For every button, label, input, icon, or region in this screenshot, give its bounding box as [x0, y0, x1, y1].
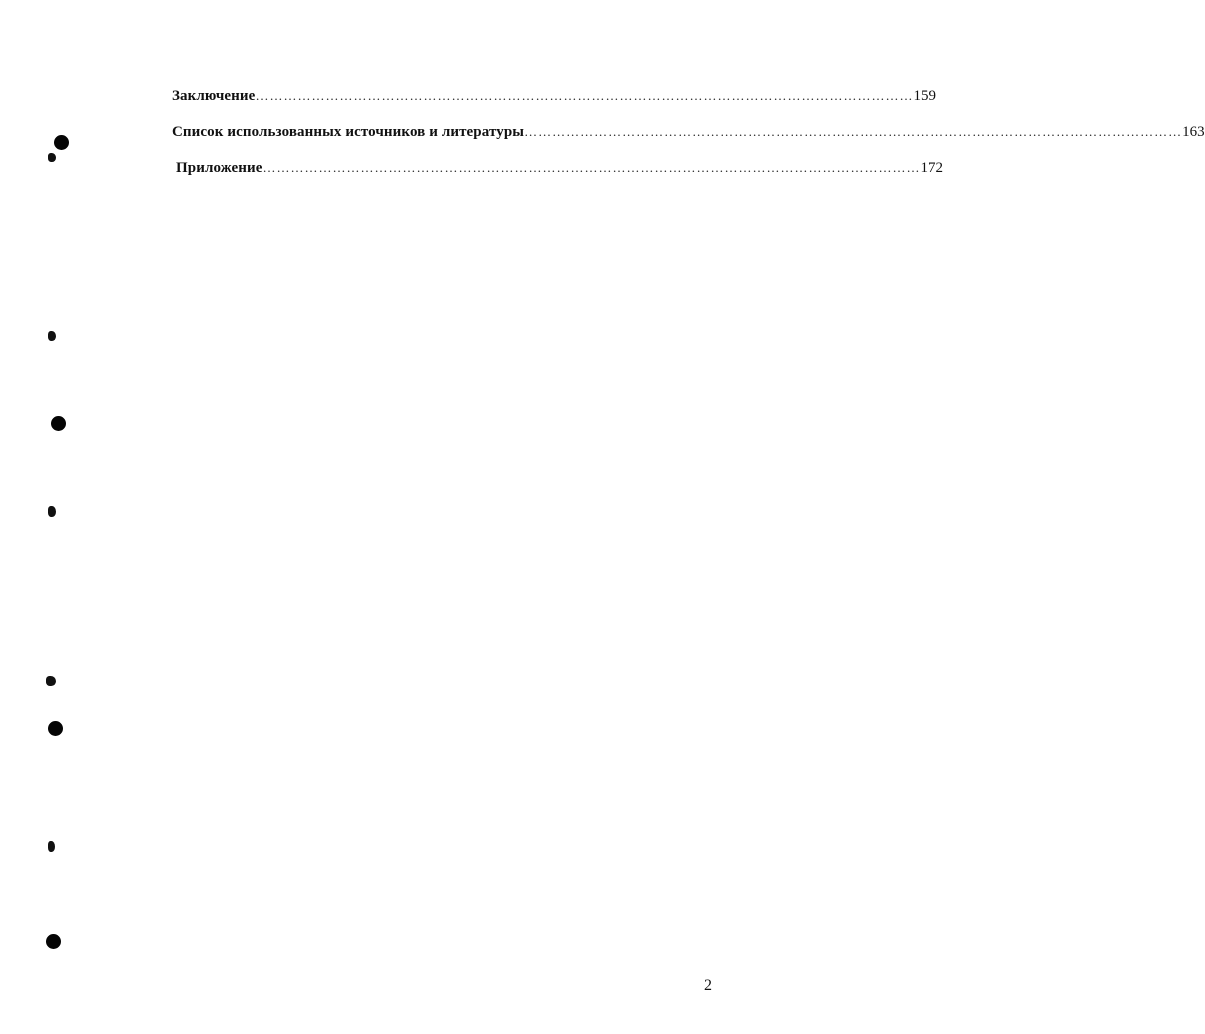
punch-hole	[46, 934, 61, 949]
toc-dot-leader: ……………………………………………………………………………………………………………………………	[524, 124, 1183, 139]
punch-hole	[51, 416, 66, 431]
toc-entry-page: 163	[1182, 124, 1205, 140]
toc-entry-title: Приложение	[176, 160, 263, 176]
toc-entry-title: Заключение	[172, 88, 256, 104]
toc-entry-appendix	[176, 160, 943, 177]
speck	[48, 331, 56, 341]
speck	[46, 676, 56, 686]
speck	[48, 841, 55, 852]
toc-entry-title: Список использованных источников и литературы	[172, 124, 525, 140]
toc-entry-page: 172	[920, 160, 943, 176]
punch-hole	[48, 721, 63, 736]
toc-dot-leader: ……………………………………………………………………………………………………………………………	[255, 88, 914, 103]
toc-dot-leader: ……………………………………………………………………………………………………………………………	[262, 160, 921, 175]
toc-entry-conclusion	[172, 88, 936, 105]
speck	[48, 153, 56, 162]
toc-entry-sources	[172, 124, 1205, 141]
punch-hole	[54, 135, 69, 150]
toc-entry-page: 159	[913, 88, 936, 104]
page-number: 2	[704, 977, 712, 994]
speck	[48, 506, 56, 517]
